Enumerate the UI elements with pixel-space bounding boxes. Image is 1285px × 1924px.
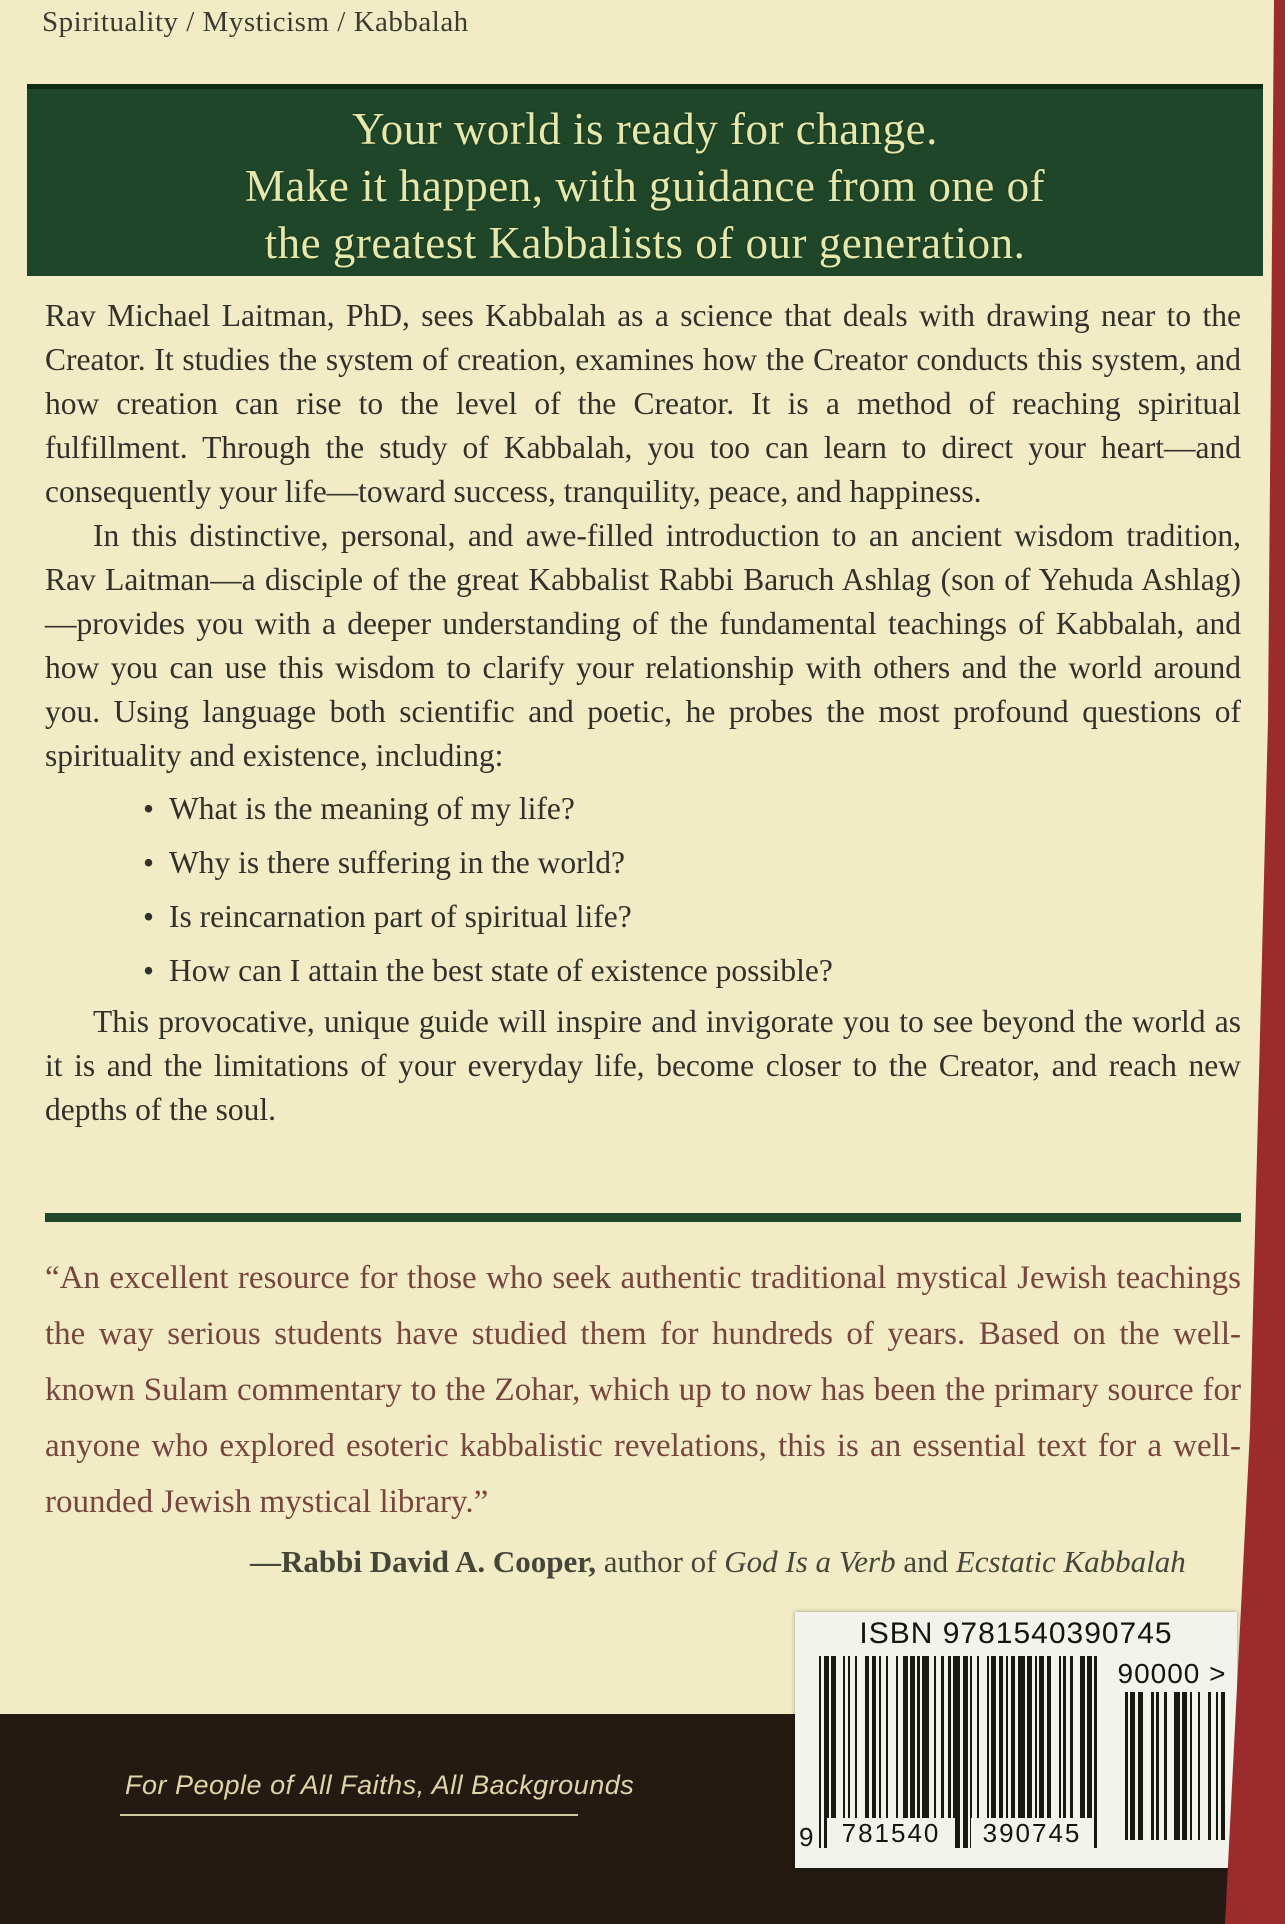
isbn-number: ISBN 9781540390745 (859, 1617, 1173, 1650)
headline-line-1: Your world is ready for change. (352, 104, 938, 154)
ean13-barcode (819, 1656, 1099, 1848)
barcode-digits-right: 390745 (971, 1818, 1093, 1848)
list-item (143, 944, 1241, 998)
footer-tagline-rule (120, 1814, 578, 1816)
barcode-digits-left: 781540 (827, 1818, 955, 1848)
headline-line-2: Make it happen, with guidance from one of (244, 161, 1046, 211)
list-item (143, 782, 1241, 836)
reviewer-role: author of (595, 1544, 725, 1579)
list-item-text: Is reincarnation part of spiritual life? (169, 899, 632, 934)
question-list (143, 782, 1241, 998)
attribution-conjunction: and (895, 1544, 956, 1579)
description-block (45, 294, 1241, 1132)
list-item-text: What is the meaning of my life? (169, 791, 575, 826)
footer-tagline: For People of All Faiths, All Backgrounds (125, 1770, 635, 1800)
bullet-icon: • (143, 845, 155, 880)
headline-line-3: the greatest Kabbalists of our generation. (264, 218, 1026, 268)
review-quote: “An excellent resource for those who seek authentic traditional mystical Jewish teachings the way serious students have studied them for hundreds of years. Based on the well-known Sulam commentary to the Zohar, which up to now has been the primary source for anyone who explored esoteric kabbalistic revelations, this is an essential text for a well-rounded Jewish mystical library.” (45, 1260, 1241, 1520)
price-code: 90000 > (1117, 1658, 1227, 1689)
review-block (45, 1250, 1241, 1590)
list-item (143, 890, 1241, 944)
review-attribution (45, 1534, 1241, 1590)
list-item (143, 836, 1241, 890)
reviewer-name: —Rabbi David A. Cooper, (250, 1544, 596, 1579)
bullet-icon: • (143, 791, 155, 826)
section-divider (45, 1213, 1241, 1222)
book-title-1: God Is a Verb (724, 1544, 896, 1579)
description-paragraph-2: In this distinctive, personal, and awe-filled introduction to an ancient wisdom tradition, Rav Laitman—a disciple of the great Kabbalist Rabbi Baruch Ashlag (son of Yehuda Ashlag)—provides you with a deeper understanding of the fundamental teachings of Kabbalah, and how you can use this wisdom to clarify your relationship with others and the world around you. Using language both scientific and poetic, he probes the most profound questions of spirituality and existence, including: (45, 518, 1241, 773)
bullet-icon: • (143, 899, 155, 934)
description-paragraph-3: This provocative, unique guide will inspire and invigorate you to see beyond the world as it is and the limitations of your everyday life, become closer to the Creator, and reach new depths of the soul. (45, 1004, 1241, 1127)
bullet-icon: • (143, 953, 155, 988)
book-title-2: Ecstatic Kabbalah (955, 1544, 1186, 1579)
ean5-supplement-barcode (1125, 1692, 1225, 1840)
description-paragraph-1: Rav Michael Laitman, PhD, sees Kabbalah as a science that deals with drawing near to the Creator. It studies the system of creation, examines how the Creator conducts this system, and how creation can rise to the level of the Creator. It is a method of reaching spiritual fulfillment. Through the study of Kabbalah, you too can learn to direct your heart—and consequently your life—toward success, tranquility, peace, and happiness. (45, 298, 1241, 509)
headline-banner (27, 84, 1263, 276)
list-item-text: Why is there suffering in the world? (169, 845, 626, 880)
barcode-label (795, 1612, 1237, 1868)
barcode-lead-digit: 9 (799, 1822, 814, 1852)
list-item-text: How can I attain the best state of existence possible? (169, 953, 833, 988)
category-line: Spirituality / Mysticism / Kabbalah (42, 6, 469, 38)
